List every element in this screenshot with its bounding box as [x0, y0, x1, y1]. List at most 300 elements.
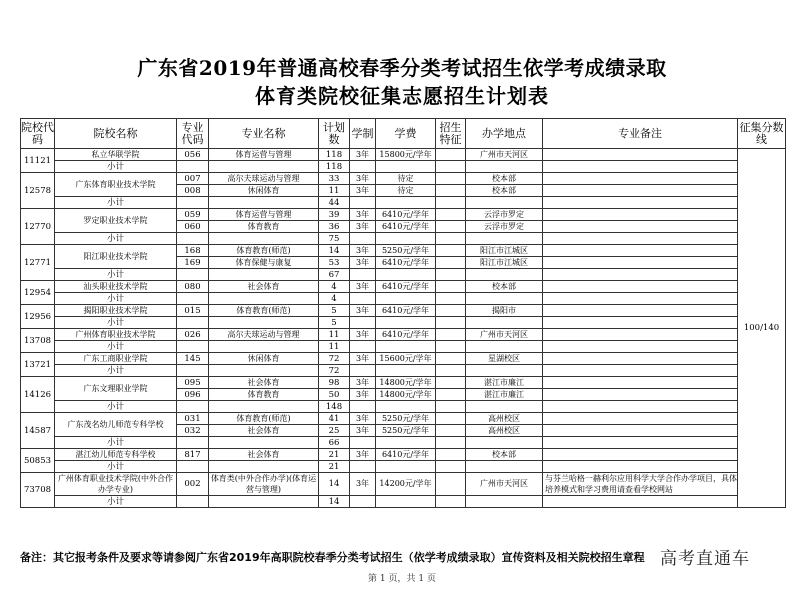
years-cell: 3年: [350, 449, 376, 461]
location-cell: 高州校区: [466, 425, 543, 437]
major-code-cell: 026: [177, 329, 209, 341]
major-name-cell: 体育运营与管理: [209, 149, 319, 161]
col-header-school-name: 院校名称: [55, 119, 177, 149]
subtotal-label-cell: 小计: [55, 233, 177, 245]
table-row: [21, 281, 786, 293]
plan-cell: 98: [319, 377, 350, 389]
empty-cell: [177, 317, 209, 329]
plan-cell: 14: [319, 245, 350, 257]
col-header-plan: 计划数: [319, 119, 350, 149]
empty-cell: [177, 269, 209, 281]
empty-cell: [543, 437, 738, 449]
empty-cell: [543, 233, 738, 245]
major-code-cell: 059: [177, 209, 209, 221]
empty-cell: [350, 461, 376, 473]
table-row: [21, 149, 786, 161]
subtotal-row: [21, 496, 786, 508]
empty-cell: [376, 161, 436, 173]
empty-cell: [466, 437, 543, 449]
location-cell: 校本部: [466, 173, 543, 185]
school-code-cell: 11121: [21, 149, 55, 173]
empty-cell: [376, 461, 436, 473]
school-code-cell: 12954: [21, 281, 55, 305]
remark-cell: [543, 221, 738, 233]
location-cell: 高州校区: [466, 413, 543, 425]
major-name-cell: 体育教育(师范): [209, 413, 319, 425]
remark-cell: [543, 305, 738, 317]
col-header-cutoff: 征集分数线: [738, 119, 786, 149]
empty-cell: [436, 197, 466, 209]
plan-cell: 25: [319, 425, 350, 437]
plan-cell: 4: [319, 281, 350, 293]
major-code-cell: 008: [177, 185, 209, 197]
major-code-cell: 056: [177, 149, 209, 161]
location-cell: 校本部: [466, 449, 543, 461]
empty-cell: [376, 365, 436, 377]
empty-cell: [543, 161, 738, 173]
major-name-cell: 社会体育: [209, 377, 319, 389]
location-cell: 广州市天河区: [466, 473, 543, 496]
empty-cell: [177, 293, 209, 305]
empty-cell: [350, 401, 376, 413]
subtotal-row: [21, 269, 786, 281]
col-header-years: 学制: [350, 119, 376, 149]
school-name-cell: 阳江职业技术学院: [55, 245, 177, 269]
empty-cell: [543, 401, 738, 413]
cutoff-cell: 100/140: [738, 149, 786, 508]
empty-cell: [177, 461, 209, 473]
fee-cell: 6410元/学年: [376, 329, 436, 341]
school-name-cell: 湛江幼儿师范专科学校: [55, 449, 177, 461]
empty-cell: [543, 269, 738, 281]
subtotal-value-cell: 75: [319, 233, 350, 245]
watermark: 高考直通车: [660, 549, 750, 569]
empty-cell: [177, 365, 209, 377]
major-code-cell: 032: [177, 425, 209, 437]
subtotal-value-cell: 4: [319, 293, 350, 305]
empty-cell: [209, 401, 319, 413]
school-name-cell: 广东文理职业学院: [55, 377, 177, 401]
plan-cell: 5: [319, 305, 350, 317]
location-cell: 云浮市罗定: [466, 221, 543, 233]
years-cell: 3年: [350, 257, 376, 269]
table-row: [21, 449, 786, 461]
subtotal-label-cell: 小计: [55, 401, 177, 413]
empty-cell: [209, 437, 319, 449]
page-number: 第 1 页，共 1 页: [368, 574, 436, 584]
empty-cell: [466, 401, 543, 413]
fee-cell: 15800元/学年: [376, 149, 436, 161]
empty-cell: [209, 317, 319, 329]
location-cell: 湛江市廉江: [466, 377, 543, 389]
remark-cell: [543, 353, 738, 365]
remark-cell: [543, 425, 738, 437]
remark-cell: [543, 413, 738, 425]
empty-cell: [543, 197, 738, 209]
years-cell: 3年: [350, 173, 376, 185]
location-cell: 湛江市廉江: [466, 389, 543, 401]
col-header-location: 办学地点: [466, 119, 543, 149]
years-cell: 3年: [350, 209, 376, 221]
empty-cell: [376, 401, 436, 413]
major-name-cell: 体育运营与管理: [209, 209, 319, 221]
empty-cell: [436, 317, 466, 329]
school-name-cell: 揭阳职业技术学院: [55, 305, 177, 317]
school-name-cell: 广东茂名幼儿师范专科学校: [55, 413, 177, 437]
fee-cell: 14800元/学年: [376, 377, 436, 389]
location-cell: 阳江市江城区: [466, 257, 543, 269]
years-cell: 3年: [350, 413, 376, 425]
empty-cell: [376, 496, 436, 508]
empty-cell: [436, 437, 466, 449]
subtotal-row: [21, 365, 786, 377]
major-name-cell: 休闲体育: [209, 353, 319, 365]
empty-cell: [209, 461, 319, 473]
recruit-feature-cell: [436, 209, 466, 221]
subtotal-row: [21, 293, 786, 305]
subtotal-label-cell: 小计: [55, 365, 177, 377]
empty-cell: [543, 293, 738, 305]
remark-cell: [543, 281, 738, 293]
years-cell: 3年: [350, 221, 376, 233]
empty-cell: [209, 161, 319, 173]
fee-cell: 待定: [376, 173, 436, 185]
subtotal-label-cell: 小计: [55, 461, 177, 473]
empty-cell: [376, 437, 436, 449]
school-code-cell: 14587: [21, 413, 55, 449]
school-code-cell: 73708: [21, 473, 55, 508]
plan-cell: 14: [319, 473, 350, 496]
major-name-cell: 高尔夫球运动与管理: [209, 173, 319, 185]
location-cell: 校本部: [466, 281, 543, 293]
empty-cell: [376, 233, 436, 245]
subtotal-row: [21, 341, 786, 353]
location-cell: 阳江市江城区: [466, 245, 543, 257]
empty-cell: [350, 317, 376, 329]
school-name-cell: 汕头职业技术学院: [55, 281, 177, 293]
major-code-cell: 168: [177, 245, 209, 257]
subtotal-value-cell: 72: [319, 365, 350, 377]
school-name-cell: 广州体育职业技术学院: [55, 329, 177, 341]
empty-cell: [177, 341, 209, 353]
location-cell: 揭阳市: [466, 305, 543, 317]
empty-cell: [466, 461, 543, 473]
major-name-cell: 体育保健与康复: [209, 257, 319, 269]
school-code-cell: 12578: [21, 173, 55, 209]
major-code-cell: 002: [177, 473, 209, 496]
empty-cell: [209, 269, 319, 281]
empty-cell: [350, 233, 376, 245]
fee-cell: 15600元/学年: [376, 353, 436, 365]
school-code-cell: 13721: [21, 353, 55, 377]
page-subtitle: 体育类院校征集志愿招生计划表: [255, 84, 549, 108]
recruit-feature-cell: [436, 149, 466, 161]
table-row: [21, 209, 786, 221]
fee-cell: 14200元/学年: [376, 473, 436, 496]
fee-cell: 6410元/学年: [376, 281, 436, 293]
empty-cell: [350, 269, 376, 281]
empty-cell: [436, 233, 466, 245]
subtotal-value-cell: 5: [319, 317, 350, 329]
recruit-feature-cell: [436, 353, 466, 365]
recruit-feature-cell: [436, 245, 466, 257]
subtotal-value-cell: 44: [319, 197, 350, 209]
table-row: [21, 353, 786, 365]
school-code-cell: 14126: [21, 377, 55, 413]
empty-cell: [177, 437, 209, 449]
subtotal-value-cell: 67: [319, 269, 350, 281]
empty-cell: [350, 365, 376, 377]
empty-cell: [209, 496, 319, 508]
empty-cell: [177, 233, 209, 245]
plan-cell: 118: [319, 149, 350, 161]
school-name-cell: 私立华联学院: [55, 149, 177, 161]
fee-cell: 5250元/学年: [376, 245, 436, 257]
empty-cell: [466, 341, 543, 353]
recruit-feature-cell: [436, 425, 466, 437]
major-name-cell: 体育教育: [209, 221, 319, 233]
col-header-major-code: 专业代码: [177, 119, 209, 149]
plan-cell: 21: [319, 449, 350, 461]
plan-cell: 39: [319, 209, 350, 221]
fee-cell: 5250元/学年: [376, 425, 436, 437]
empty-cell: [209, 197, 319, 209]
empty-cell: [436, 269, 466, 281]
empty-cell: [436, 461, 466, 473]
empty-cell: [376, 197, 436, 209]
plan-cell: 33: [319, 173, 350, 185]
empty-cell: [543, 496, 738, 508]
school-code-cell: 50853: [21, 449, 55, 473]
subtotal-value-cell: 21: [319, 461, 350, 473]
major-name-cell: 体育教育: [209, 389, 319, 401]
plan-cell: 72: [319, 353, 350, 365]
empty-cell: [376, 293, 436, 305]
years-cell: 3年: [350, 149, 376, 161]
recruit-feature-cell: [436, 281, 466, 293]
empty-cell: [376, 341, 436, 353]
recruit-feature-cell: [436, 473, 466, 496]
plan-cell: 53: [319, 257, 350, 269]
empty-cell: [436, 365, 466, 377]
empty-cell: [376, 317, 436, 329]
major-code-cell: 007: [177, 173, 209, 185]
empty-cell: [177, 496, 209, 508]
major-code-cell: 169: [177, 257, 209, 269]
empty-cell: [209, 341, 319, 353]
empty-cell: [350, 161, 376, 173]
major-name-cell: 社会体育: [209, 449, 319, 461]
empty-cell: [209, 293, 319, 305]
school-code-cell: 12956: [21, 305, 55, 329]
empty-cell: [376, 269, 436, 281]
subtotal-row: [21, 161, 786, 173]
empty-cell: [466, 317, 543, 329]
empty-cell: [209, 365, 319, 377]
remark-cell: [543, 329, 738, 341]
remark-cell: [543, 389, 738, 401]
table-header-row: [21, 119, 786, 149]
school-code-cell: 12771: [21, 245, 55, 281]
recruit-feature-cell: [436, 413, 466, 425]
recruit-feature-cell: [436, 257, 466, 269]
recruit-feature-cell: [436, 329, 466, 341]
page-title: 广东省2019年普通高校春季分类考试招生依学考成绩录取: [137, 56, 667, 80]
empty-cell: [350, 197, 376, 209]
empty-cell: [466, 161, 543, 173]
years-cell: 3年: [350, 377, 376, 389]
major-name-cell: 体育教育(师范): [209, 245, 319, 257]
major-name-cell: 社会体育: [209, 281, 319, 293]
table-row: [21, 173, 786, 185]
subtotal-label-cell: 小计: [55, 197, 177, 209]
empty-cell: [466, 293, 543, 305]
remark-cell: [543, 173, 738, 185]
empty-cell: [436, 496, 466, 508]
table-row: [21, 305, 786, 317]
fee-cell: 6410元/学年: [376, 305, 436, 317]
empty-cell: [177, 161, 209, 173]
years-cell: 3年: [350, 425, 376, 437]
empty-cell: [543, 461, 738, 473]
major-code-cell: 031: [177, 413, 209, 425]
years-cell: 3年: [350, 473, 376, 496]
fee-cell: 待定: [376, 185, 436, 197]
subtotal-value-cell: 148: [319, 401, 350, 413]
col-header-major-name: 专业名称: [209, 119, 319, 149]
subtotal-label-cell: 小计: [55, 317, 177, 329]
empty-cell: [209, 233, 319, 245]
fee-cell: 6410元/学年: [376, 209, 436, 221]
remark-cell: 与芬兰哈格一赫利尔应用科学大学合作办学项目，具体培养模式和学习费用请查看学校网站: [543, 473, 738, 496]
fee-cell: 6410元/学年: [376, 257, 436, 269]
remark-cell: [543, 149, 738, 161]
major-code-cell: 817: [177, 449, 209, 461]
empty-cell: [543, 341, 738, 353]
subtotal-row: [21, 401, 786, 413]
col-header-school-code: 院校代码: [21, 119, 55, 149]
years-cell: 3年: [350, 329, 376, 341]
major-name-cell: 体育类(中外合作办学)(体育运营与管理): [209, 473, 319, 496]
location-cell: 星湖校区: [466, 353, 543, 365]
empty-cell: [466, 269, 543, 281]
remark-cell: [543, 257, 738, 269]
major-name-cell: 体育教育(师范): [209, 305, 319, 317]
remark-cell: [543, 245, 738, 257]
location-cell: 云浮市罗定: [466, 209, 543, 221]
plan-cell: 36: [319, 221, 350, 233]
recruit-feature-cell: [436, 389, 466, 401]
major-code-cell: 145: [177, 353, 209, 365]
major-name-cell: 休闲体育: [209, 185, 319, 197]
recruit-feature-cell: [436, 185, 466, 197]
years-cell: 3年: [350, 281, 376, 293]
location-cell: 广州市天河区: [466, 329, 543, 341]
recruit-feature-cell: [436, 305, 466, 317]
recruit-feature-cell: [436, 449, 466, 461]
table-row: [21, 245, 786, 257]
remark-cell: [543, 449, 738, 461]
major-name-cell: 高尔夫球运动与管理: [209, 329, 319, 341]
table-row: [21, 329, 786, 341]
school-code-cell: 12770: [21, 209, 55, 245]
empty-cell: [436, 341, 466, 353]
empty-cell: [466, 365, 543, 377]
subtotal-row: [21, 437, 786, 449]
enrollment-plan-table: [20, 118, 786, 508]
empty-cell: [177, 197, 209, 209]
remark-cell: [543, 377, 738, 389]
subtotal-value-cell: 118: [319, 161, 350, 173]
empty-cell: [350, 293, 376, 305]
empty-cell: [436, 293, 466, 305]
empty-cell: [466, 233, 543, 245]
fee-cell: 6410元/学年: [376, 449, 436, 461]
empty-cell: [466, 197, 543, 209]
school-name-cell: 罗定职业技术学院: [55, 209, 177, 233]
subtotal-label-cell: 小计: [55, 341, 177, 353]
major-code-cell: 015: [177, 305, 209, 317]
fee-cell: 14800元/学年: [376, 389, 436, 401]
table-body: [21, 149, 786, 508]
col-header-recruit-feature: 招生特征: [436, 119, 466, 149]
major-code-cell: 095: [177, 377, 209, 389]
years-cell: 3年: [350, 245, 376, 257]
table-row: [21, 473, 786, 496]
plan-cell: 11: [319, 329, 350, 341]
plan-cell: 11: [319, 185, 350, 197]
recruit-feature-cell: [436, 173, 466, 185]
subtotal-label-cell: 小计: [55, 496, 177, 508]
subtotal-label-cell: 小计: [55, 437, 177, 449]
years-cell: 3年: [350, 305, 376, 317]
recruit-feature-cell: [436, 221, 466, 233]
subtotal-row: [21, 461, 786, 473]
subtotal-value-cell: 11: [319, 341, 350, 353]
school-code-cell: 13708: [21, 329, 55, 353]
subtotal-value-cell: 66: [319, 437, 350, 449]
school-name-cell: 广州体育职业技术学院(中外合作办学专业): [55, 473, 177, 496]
subtotal-label-cell: 小计: [55, 161, 177, 173]
empty-cell: [543, 365, 738, 377]
major-code-cell: 096: [177, 389, 209, 401]
subtotal-row: [21, 197, 786, 209]
major-name-cell: 社会体育: [209, 425, 319, 437]
fee-cell: 6410元/学年: [376, 221, 436, 233]
empty-cell: [350, 341, 376, 353]
years-cell: 3年: [350, 185, 376, 197]
col-header-remark: 专业备注: [543, 119, 738, 149]
footer-note: 备注：其它报考条件及要求等请参阅广东省2019年高职院校春季分类考试招生（依学考成绩录取）宣传资料及相关院校招生章程: [20, 551, 645, 564]
empty-cell: [177, 401, 209, 413]
location-cell: 广州市天河区: [466, 149, 543, 161]
plan-cell: 41: [319, 413, 350, 425]
major-code-cell: 080: [177, 281, 209, 293]
empty-cell: [466, 496, 543, 508]
years-cell: 3年: [350, 389, 376, 401]
empty-cell: [350, 496, 376, 508]
subtotal-row: [21, 317, 786, 329]
school-name-cell: 广东体育职业技术学院: [55, 173, 177, 197]
empty-cell: [436, 401, 466, 413]
years-cell: 3年: [350, 353, 376, 365]
fee-cell: 5250元/学年: [376, 413, 436, 425]
subtotal-value-cell: 14: [319, 496, 350, 508]
subtotal-label-cell: 小计: [55, 269, 177, 281]
school-name-cell: 广东工商职业学院: [55, 353, 177, 365]
location-cell: 校本部: [466, 185, 543, 197]
col-header-fee: 学费: [376, 119, 436, 149]
